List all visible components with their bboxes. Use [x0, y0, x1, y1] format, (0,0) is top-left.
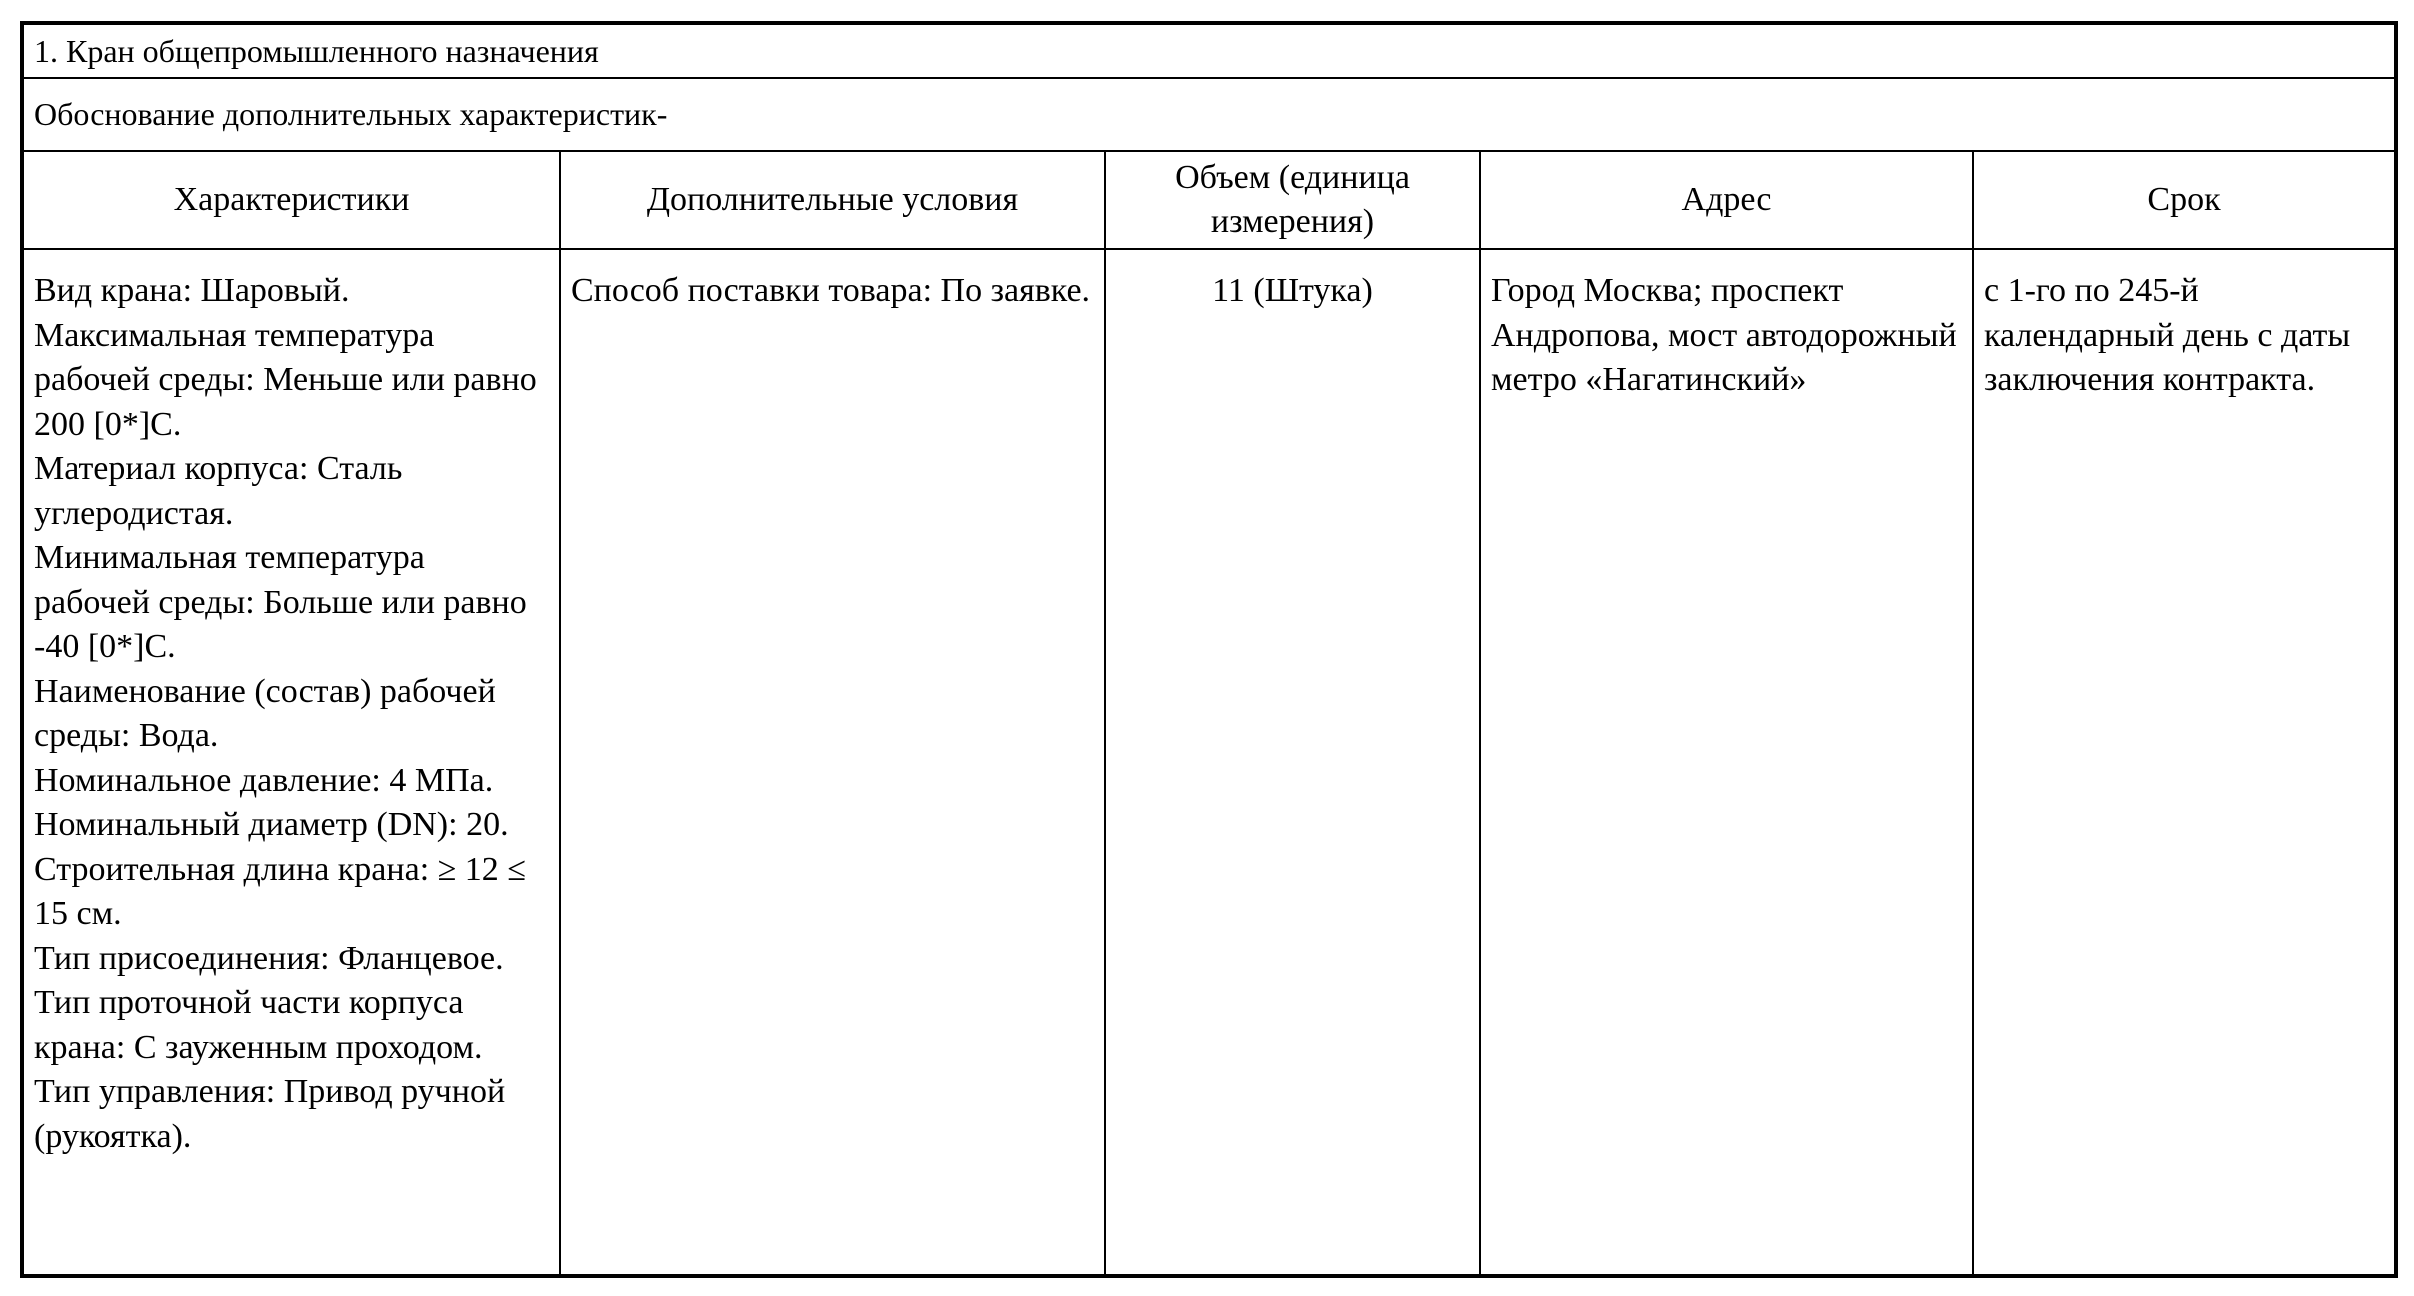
column-header-term: Срок [1973, 151, 2396, 249]
procurement-table [20, 21, 2398, 1278]
column-header-address: Адрес [1480, 151, 1973, 249]
characteristic-item: Материал корпуса: Сталь углеродистая. [34, 450, 403, 532]
characteristic-item: Тип присоединения: Фланцевое. [34, 939, 504, 977]
characteristic-item: Тип проточной части корпуса крана: С зауженным проходом. [34, 984, 483, 1066]
item-title: 1. Кран общепромышленного назначения [22, 23, 2396, 78]
address-cell: Город Москва; проспект Андропова, мост автодорожный метро «Нагатинский» [1480, 249, 1973, 1276]
term-cell: с 1-го по 245-й календарный день с даты заключения контракта. [1973, 249, 2396, 1276]
table-row [22, 249, 2396, 1276]
characteristic-item: Максимальная температура рабочей среды: Меньше или равно 200 [0*]С. [34, 316, 537, 443]
volume-cell: 11 (Штука) [1105, 249, 1480, 1276]
characteristic-item: Тип управления: Привод ручной (рукоятка). [34, 1073, 506, 1155]
characteristic-item: Минимальная температура рабочей среды: Больше или равно -40 [0*]С. [34, 539, 527, 665]
column-header-conditions: Дополнительные условия [560, 151, 1105, 249]
characteristic-item: Номинальное давление: 4 МПа. [34, 761, 494, 799]
justification-text: Обоснование дополнительных характеристик- [22, 78, 2396, 151]
justification-row [22, 78, 2396, 151]
conditions-cell: Способ поставки товара: По заявке. [560, 249, 1105, 1276]
column-header-volume: Объем (единица измерения) [1105, 151, 1480, 249]
characteristic-item: Наименование (состав) рабочей среды: Вода. [34, 672, 496, 754]
header-row [22, 151, 2396, 249]
title-row [22, 23, 2396, 78]
characteristic-item: Строительная длина крана: ≥ 12 ≤ 15 см. [34, 850, 526, 932]
characteristic-item: Вид крана: Шаровый. [34, 272, 350, 309]
characteristic-item: Номинальный диаметр (DN): 20. [34, 806, 509, 843]
column-header-characteristics: Характеристики [22, 151, 560, 249]
characteristics-cell [22, 249, 560, 1276]
